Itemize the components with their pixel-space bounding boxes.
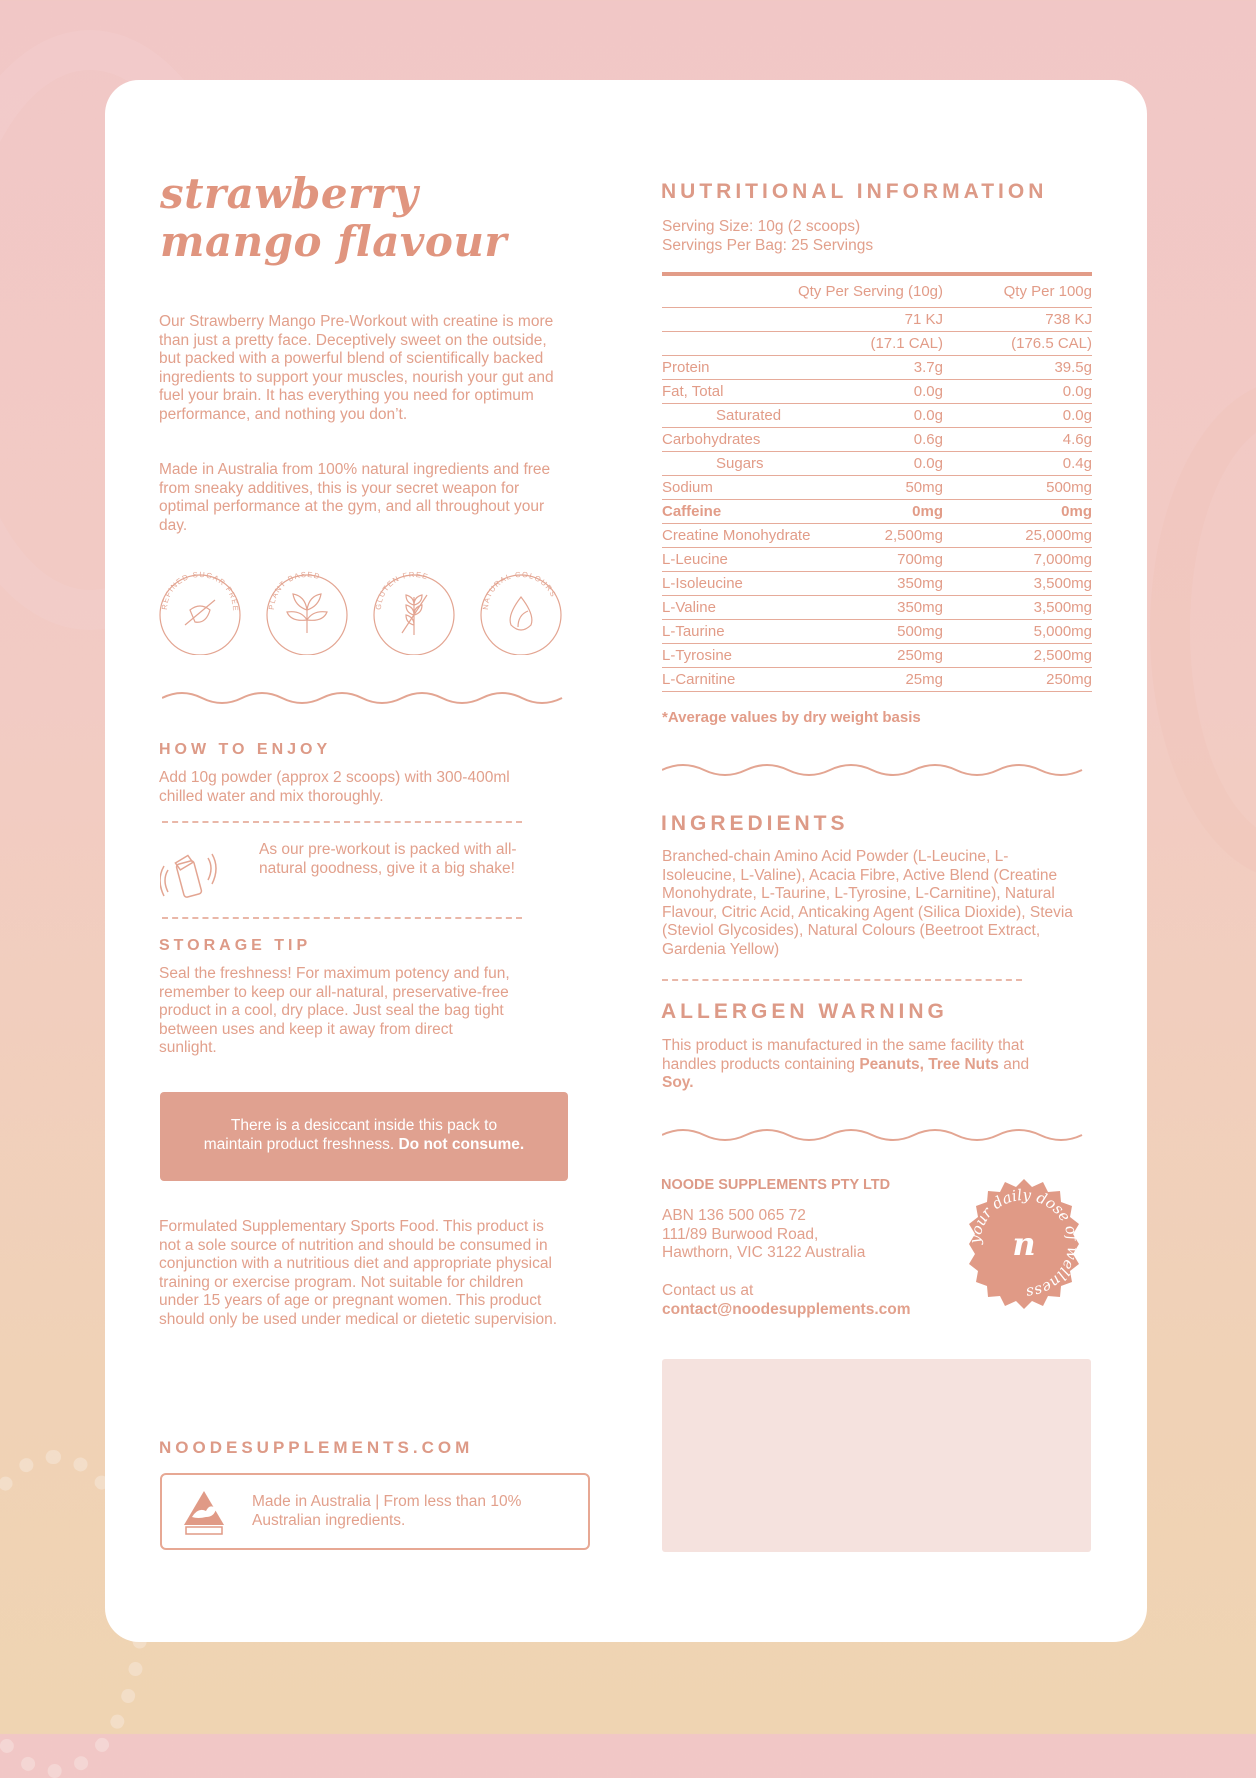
table-row: L-Taurine 500mg 5,000mg [662,620,1092,644]
seal-letter: n [1012,1225,1036,1263]
ingredients-text: Branched-chain Amino Acid Powder (L-Leucine, L-Isoleucine, L-Valine), Acacia Fibre, Active Blend (Creatine Monohydrate, L-Taurine, L-Tyrosine, L-Carnitine), Natural Flavour, Citric Acid, Anticaking Agent (Silica Dioxide), Stevia (Steviol Glycosides), Natural Colours (Beetroot Extract, Gardenia Yellow) [662,848,1073,958]
dashed-divider [162,821,522,823]
seal-ring-text: your daily dose of wellness [965,1185,1083,1303]
allergen-soy: Soy. [662,1074,694,1091]
wave-divider [662,1125,1087,1145]
dashed-divider [662,979,1022,981]
allergen-text-plain: This product is manufactured in the same facility that handles products containing [662,1037,1024,1073]
shaker-bottle-icon [160,840,222,902]
table-row: Caffeine 0mg 0mg [662,500,1092,524]
table-row: Carbohydrates 0.6g 4.6g [662,428,1092,452]
contact-email-link[interactable]: contact@noodesupplements.com [662,1300,911,1318]
ingredients-heading: INGREDIENTS [661,812,849,835]
table-row: L-Valine 350mg 3,500mg [662,596,1092,620]
table-row: (17.1 CAL) (176.5 CAL) [662,332,1092,356]
description-paragraph-2: Made in Australia from 100% natural ingredients and free from sneaky additives, this is your secret weapon for optimal performance at the gym, and all throughout your day. [159,461,551,534]
how-to-enjoy-text: Add 10g powder (approx 2 scoops) with 300-400ml chilled water and mix thoroughly. [159,769,510,805]
col-per-100g: Qty Per 100g [1003,283,1092,300]
servings-per-bag: Servings Per Bag: 25 Servings [662,237,874,254]
badge-row [155,565,565,660]
table-row: Saturated 0.0g 0.0g [662,404,1092,428]
plant-based-icon [262,565,352,655]
table-row: Sodium 50mg 500mg [662,476,1092,500]
shake-tip-text: As our pre-workout is packed with all-natural goodness, give it a big shake! [259,841,517,877]
serving-size: Serving Size: 10g (2 scoops) [662,218,861,235]
wave-divider [662,760,1087,780]
wave-divider [162,688,567,708]
allergen-text [662,1037,1062,1093]
desiccant-line-1: There is a desiccant inside this pack to [230,1117,498,1134]
contact-label: Contact us at [662,1282,754,1299]
table-row: Protein 3.7g 39.5g [662,356,1092,380]
company-address-line-2: Hawthorn, VIC 3122 Australia [662,1244,866,1261]
company-address-line-1: 111/89 Burwood Road, [662,1225,819,1243]
description-paragraph-1: Our Strawberry Mango Pre-Workout with creatine is more than just a pretty face. Deceptively sweet on the outside, but packed with a powerful blend of scientifically backed ingredients to support your muscles, nourish your gut and fuel your brain. It has everything you need for optimum performance, and nothing you don’t. [159,313,554,423]
table-row: L-Tyrosine 250mg 2,500mg [662,644,1092,668]
desiccant-line-2-text: maintain product freshness. [203,1136,395,1153]
website-url: NOODESUPPLEMENTS.COM [159,1438,474,1457]
natural-colours-icon [476,565,566,655]
table-row: Fat, Total 0.0g 0.0g [662,380,1092,404]
company-address [662,1207,952,1263]
wellness-seal-icon [957,1177,1091,1311]
contact-block [662,1282,962,1319]
blank-panel [662,1359,1091,1552]
dashed-divider [162,917,522,919]
allergen-and: and [1003,1055,1030,1073]
australian-made-logo-icon [182,1487,226,1537]
table-row: L-Carnitine 25mg 250mg [662,668,1092,692]
svg-text:NATURAL COLOURS [481,570,558,610]
title-line-1: strawberry [160,169,419,218]
disclaimer-text: Formulated Supplementary Sports Food. This product is not a sole source of nutrition and should be consumed in conjunction with a nutritious diet and appropriate physical training or exercise program. Not suitable for children under 15 years of age or pregnant women. This product should only be used under medical or dietetic supervision. [159,1218,558,1328]
table-row: L-Leucine 700mg 7,000mg [662,548,1092,572]
badge-label-0: REFINED SUGAR FREE [159,569,241,613]
table-row: Sugars 0.0g 0.4g [662,452,1092,476]
nutrition-table-header [662,276,1092,308]
product-title [160,170,580,266]
table-row: Creatine Monohydrate 2,500mg 25,000mg [662,524,1092,548]
badge-label-1: PLANT BASED [266,569,322,611]
made-in-australia-box [160,1473,590,1550]
how-to-enjoy-heading: HOW TO ENJOY [159,741,332,758]
desiccant-line-2 [160,1135,568,1154]
made-in-australia-text: Made in Australia | From less than 10% Australian ingredients. [252,1493,522,1529]
nutrition-table [662,272,1092,692]
allergen-peanuts-tree-nuts: Peanuts, Tree Nuts [859,1055,999,1073]
title-line-2: mango flavour [160,217,508,266]
background-swirl [1150,380,1256,880]
company-name: NOODE SUPPLEMENTS PTY LTD [661,1177,891,1193]
company-abn: ABN 136 500 065 72 [662,1207,806,1224]
storage-tip-heading: STORAGE TIP [159,937,312,954]
table-row: L-Isoleucine 350mg 3,500mg [662,572,1092,596]
do-not-consume-warning: Do not consume. [398,1136,525,1153]
refined-sugar-free-icon [155,565,245,655]
storage-tip-text: Seal the freshness! For maximum potency and fun, remember to keep our all-natural, preservative-free product in a cool, dry place. Just seal the bag tight between uses and keep it away from direct sunlight. [159,965,510,1056]
desiccant-notice [160,1092,568,1181]
badge-label-2: GLUTEN FREE [373,569,430,611]
nutrition-heading: NUTRITIONAL INFORMATION [661,180,1048,203]
allergen-heading: ALLERGEN WARNING [661,1000,948,1023]
table-row: 71 KJ 738 KJ [662,308,1092,332]
nutrition-footnote: *Average values by dry weight basis [662,709,921,726]
col-per-serving: Qty Per Serving (10g) [797,283,943,300]
badge-label-3: NATURAL COLOURS [480,569,559,611]
gluten-free-icon [369,565,459,655]
